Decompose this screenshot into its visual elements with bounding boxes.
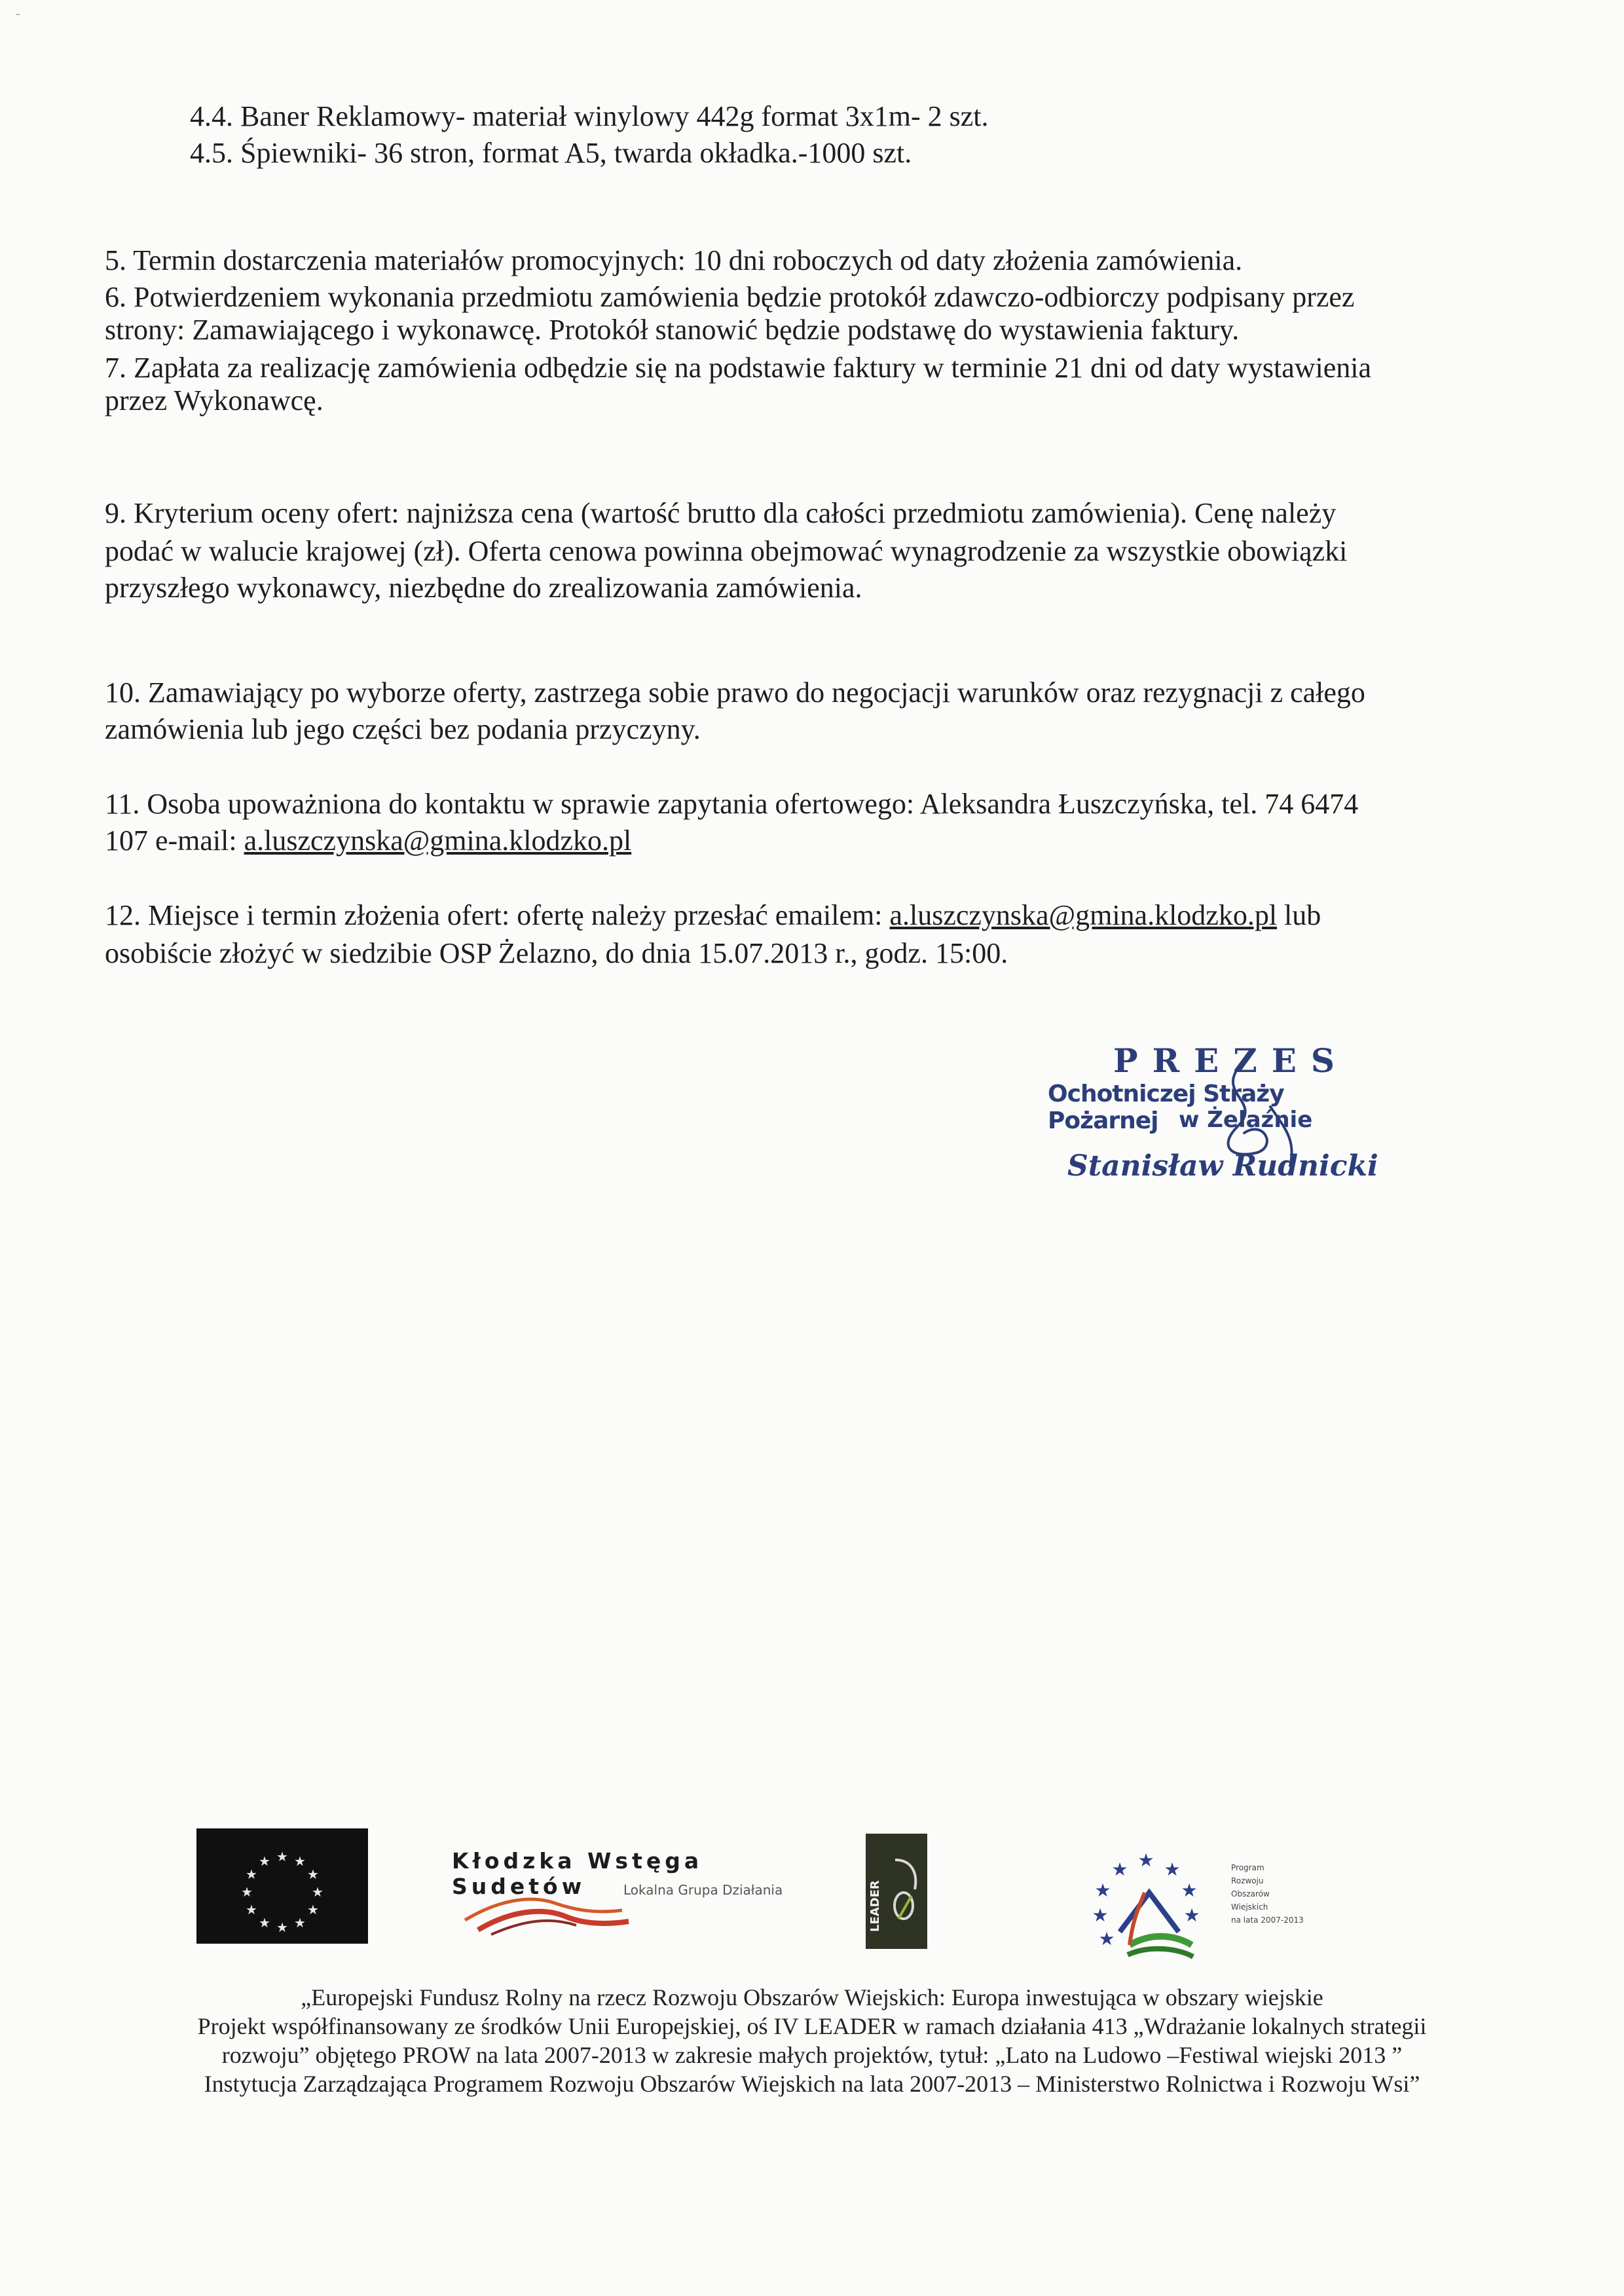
section-11-line-2 (105, 823, 631, 859)
kws-subtitle: Lokalna Grupa Działania (623, 1882, 783, 1898)
section-6-line-1: 6. Potwierdzeniem wykonania przedmiotu zamówienia będzie protokół zdawczo-odbiorczy podpisany przez (105, 281, 1355, 313)
svg-text:★: ★ (259, 1915, 270, 1931)
svg-text:★: ★ (246, 1866, 257, 1882)
svg-text:★: ★ (307, 1902, 319, 1917)
section-9-line-2: podać w walucie krajowej (zł). Oferta cenowa powinna obejmować wynagrodzenie za wszystkie obowiązki (105, 535, 1348, 567)
section-11-email-prefix: 107 e-mail: (105, 824, 244, 857)
section-7-line-1: 7. Zapłata za realizację zamówienia odbędzie się na podstawie faktury w terminie 21 dni od daty wystawienia (105, 352, 1372, 384)
section-7-line-2: przez Wykonawcę. (105, 384, 323, 417)
svg-text:★: ★ (276, 1919, 288, 1935)
official-stamp (1048, 1041, 1388, 1198)
item-4-4: 4.4. Baner Reklamowy- materiał winylowy 442g format 3x1m- 2 szt. (190, 100, 989, 132)
kws-title: Kłodzka Wstęga Sudetów (452, 1848, 703, 1899)
footer-line-2: Projekt współfinansowany ze środków Unii Europejskiej, oś IV LEADER w ramach działania 413 „Wdrażanie lokalnych strategii (197, 2013, 1427, 2039)
section-6-line-2: strony: Zamawiającego i wykonawcę. Protokół stanowić będzie podstawę do wystawienia faktury. (105, 314, 1240, 346)
svg-text:★: ★ (307, 1866, 319, 1882)
svg-text:★: ★ (1164, 1859, 1181, 1880)
svg-text:★: ★ (1111, 1859, 1128, 1880)
section-11-line-1: 11. Osoba upoważniona do kontaktu w sprawie zapytania ofertowego: Aleksandra Łuszczyńska, tel. 74 6474 (105, 788, 1359, 820)
funding-logos (0, 1821, 1624, 1978)
section-12-prefix: 12. Miejsce i termin złożenia ofert: ofertę należy przesłać emailem: (105, 899, 890, 931)
svg-text:★: ★ (1181, 1879, 1198, 1901)
leader-logo (866, 1834, 927, 1949)
footer-line-4: Instytucja Zarządzająca Programem Rozwoju Obszarów Wiejskich na lata 2007-2013 – Ministerstwo Rolnictwa i Rozwoju Wsi” (204, 2071, 1420, 2097)
section-5: 5. Termin dostarczenia materiałów promocyjnych: 10 dni roboczych od daty złożenia zamówienia. (105, 244, 1243, 276)
stamp-location: w Żelaźnie (1179, 1107, 1313, 1133)
contact-email-link[interactable]: a.luszczynska@gmina.klodzko.pl (244, 824, 632, 857)
svg-text:★: ★ (1092, 1904, 1109, 1926)
section-9-line-1: 9. Kryterium oceny ofert: najniższa cena (wartość brutto dla całości przedmiotu zamówienia). Cenę należy (105, 497, 1337, 529)
section-9-line-3: przyszłego wykonawcy, niezbędne do zrealizowania zamówienia. (105, 572, 862, 604)
item-4-5: 4.5. Śpiewniki- 36 stron, format A5, twarda okładka.-1000 szt. (190, 137, 912, 169)
offer-email-link[interactable]: a.luszczynska@gmina.klodzko.pl (889, 899, 1278, 931)
scan-corner-mark: - (16, 7, 20, 21)
section-10-line-2: zamówienia lub jego części bez podania przyczyny. (105, 713, 701, 745)
section-12-suffix: lub (1277, 899, 1321, 931)
funding-footer (98, 1983, 1526, 2098)
handwritten-signature (1048, 1041, 1388, 1198)
svg-text:★: ★ (312, 1884, 323, 1900)
svg-text:★: ★ (259, 1853, 270, 1869)
svg-text:★: ★ (241, 1884, 253, 1900)
svg-text:★: ★ (1183, 1904, 1200, 1926)
svg-text:★: ★ (1137, 1849, 1154, 1871)
section-12-line-2: osobiście złożyć w siedzibie OSP Żelazno, do dnia 15.07.2013 r., godz. 15:00. (105, 937, 1008, 969)
stamp-organization: Ochotniczej Straży Pożarnej (1048, 1081, 1284, 1134)
section-12-line-1 (105, 897, 1321, 934)
stamp-title: PREZES (1113, 1041, 1349, 1080)
prow-caption: Program Rozwoju Obszarów Wiejskich na lata 2007-2013 (1231, 1863, 1304, 1925)
svg-text:★: ★ (294, 1853, 306, 1869)
footer-line-3: rozwoju” objętego PROW na lata 2007-2013 w zakresie małych projektów, tytuł: „Lato na Ludowo –Festiwal wiejski 2013 ” (221, 2042, 1403, 2068)
section-10-line-1: 10. Zamawiający po wyborze oferty, zastrzega sobie prawo do negocjacji warunków oraz rezygnacji z całego (105, 676, 1365, 709)
svg-text:★: ★ (294, 1915, 306, 1931)
klodzka-wstega-sudetow-logo (452, 1848, 792, 1940)
svg-text:★: ★ (246, 1902, 257, 1917)
eu-flag-icon (196, 1828, 368, 1944)
leader-label: LEADER (868, 1880, 882, 1932)
svg-text:★: ★ (1098, 1928, 1115, 1950)
footer-line-1: „Europejski Fundusz Rolny na rzecz Rozwoju Obszarów Wiejskich: Europa inwestująca w obszary wiejskie (301, 1984, 1323, 2010)
prow-logo (1067, 1847, 1310, 1965)
svg-text:★: ★ (1094, 1879, 1111, 1901)
svg-text:★: ★ (276, 1849, 288, 1864)
stamp-name: Stanisław Rudnicki (1067, 1149, 1378, 1183)
